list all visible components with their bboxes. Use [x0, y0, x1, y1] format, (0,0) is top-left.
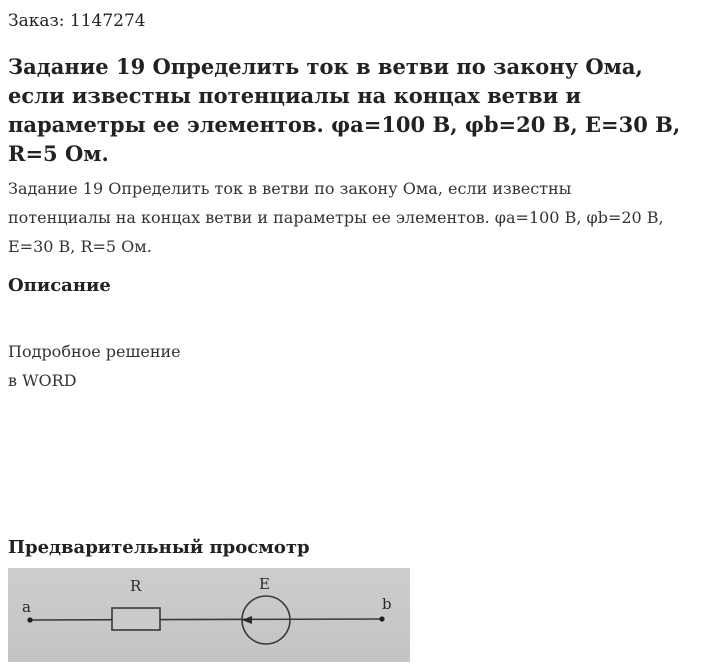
circuit-diagram: [8, 568, 410, 662]
preview-heading: Предварительный просмотр: [8, 537, 310, 558]
description-line: Подробное решение: [8, 342, 181, 361]
terminal-a-dot: [27, 617, 32, 622]
task-text: Задание 19 Определить ток в ветви по закону Ома, если известны потенциалы на концах ветви и параметры ее элементов. φa=100 В, φb=20 В, E=30 В, R=5 Ом.: [8, 179, 664, 256]
terminal-b-label: b: [382, 595, 392, 613]
preview-image[interactable]: [8, 568, 410, 662]
description-heading: Описание: [8, 275, 111, 296]
terminal-b-dot: [379, 616, 384, 621]
description-body: [8, 337, 181, 395]
emf-arrow-icon: [242, 616, 252, 624]
circuit-wire: [30, 619, 382, 620]
terminal-a-label: a: [22, 598, 31, 616]
resistor-label: R: [130, 577, 142, 595]
emf-label: E: [259, 575, 270, 593]
task-title: Задание 19 Определить ток в ветви по закону Ома, если известны потенциалы на концах ветви и параметры ее элементов. φa=100 В, φb=20 В, E=30 В, R=5 Ом.: [8, 54, 681, 166]
order-number: Заказ: 1147274: [8, 11, 146, 31]
resistor-symbol: [112, 608, 160, 630]
description-line: в WORD: [8, 371, 77, 390]
